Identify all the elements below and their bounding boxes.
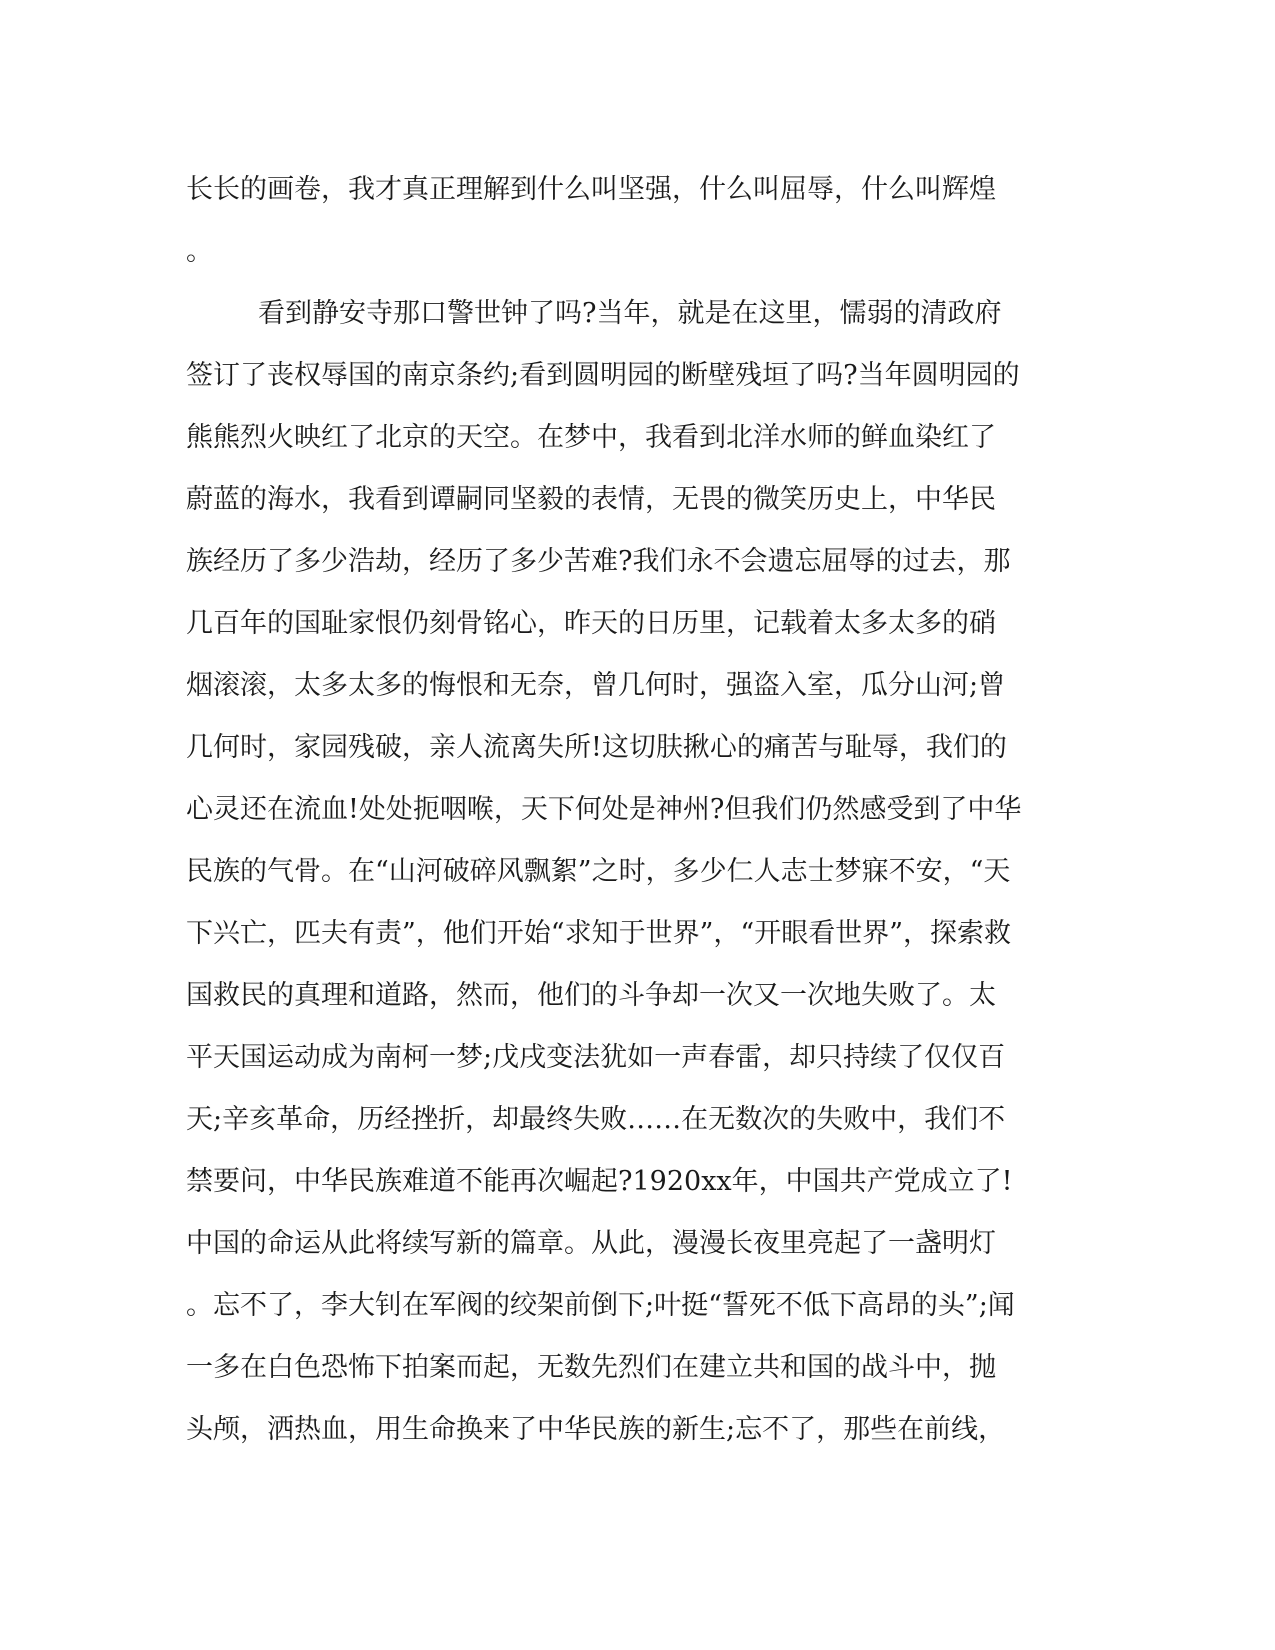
text-line: 。: [186, 236, 213, 267]
text-line: 族经历了多少浩劫，经历了多少苦难?我们永不会遗忘屈辱的过去，那: [186, 546, 1011, 577]
text-line: 下兴亡，匹夫有责”，他们开始“求知于世界”，“开眼看世界”，探索救: [186, 918, 1012, 949]
text-line: 蔚蓝的海水，我看到谭嗣同坚毅的表情，无畏的微笑历史上，中华民: [186, 484, 996, 515]
text-line: 头颅，洒热血，用生命换来了中华民族的新生;忘不了，那些在前线，: [186, 1414, 1006, 1445]
text-line: 烟滚滚，太多太多的悔恨和无奈，曾几何时，强盗入室，瓜分山河;曾: [186, 670, 1006, 701]
text-line: 长长的画卷，我才真正理解到什么叫坚强，什么叫屈辱，什么叫辉煌: [186, 174, 996, 205]
text-line: 几百年的国耻家恨仍刻骨铭心，昨天的日历里，记载着太多太多的硝: [186, 608, 996, 639]
paragraph-first-line: 看到静安寺那口警世钟了吗?当年，就是在这里，懦弱的清政府: [258, 298, 1002, 329]
document-body: [186, 159, 1066, 1461]
text-line: 几何时，家园残破，亲人流离失所!这切肤揪心的痛苦与耻辱，我们的: [186, 732, 1007, 763]
text-line: 中国的命运从此将续写新的篇章。从此，漫漫长夜里亮起了一盏明灯: [186, 1228, 996, 1259]
text-line: 一多在白色恐怖下拍案而起，无数先烈们在建立共和国的战斗中，抛: [186, 1352, 996, 1383]
text-line: 禁要问，中华民族难道不能再次崛起?1920xx年，中国共产党成立了!: [186, 1166, 1013, 1197]
text-line: 平天国运动成为南柯一梦;戊戌变法犹如一声春雷，却只持续了仅仅百: [186, 1042, 1006, 1073]
text-line: 心灵还在流血!处处扼咽喉，天下何处是神州?但我们仍然感受到了中华: [186, 794, 1022, 825]
text-line: 国救民的真理和道路，然而，他们的斗争却一次又一次地失败了。太: [186, 980, 996, 1011]
text-line: 熊熊烈火映红了北京的天空。在梦中，我看到北洋水师的鲜血染红了: [186, 422, 996, 453]
text-line: 签订了丧权辱国的南京条约;看到圆明园的断壁残垣了吗?当年圆明园的: [186, 360, 1020, 391]
text-line: 。忘不了，李大钊在军阀的绞架前倒下;叶挺“誓死不低下高昂的头”;闻: [186, 1290, 1015, 1321]
text-line: 天;辛亥革命，历经挫折，却最终失败……在无数次的失败中，我们不: [186, 1104, 1006, 1135]
text-line: 民族的气骨。在“山河破碎风飘絮”之时，多少仁人志士梦寐不安，“天: [186, 856, 1011, 887]
